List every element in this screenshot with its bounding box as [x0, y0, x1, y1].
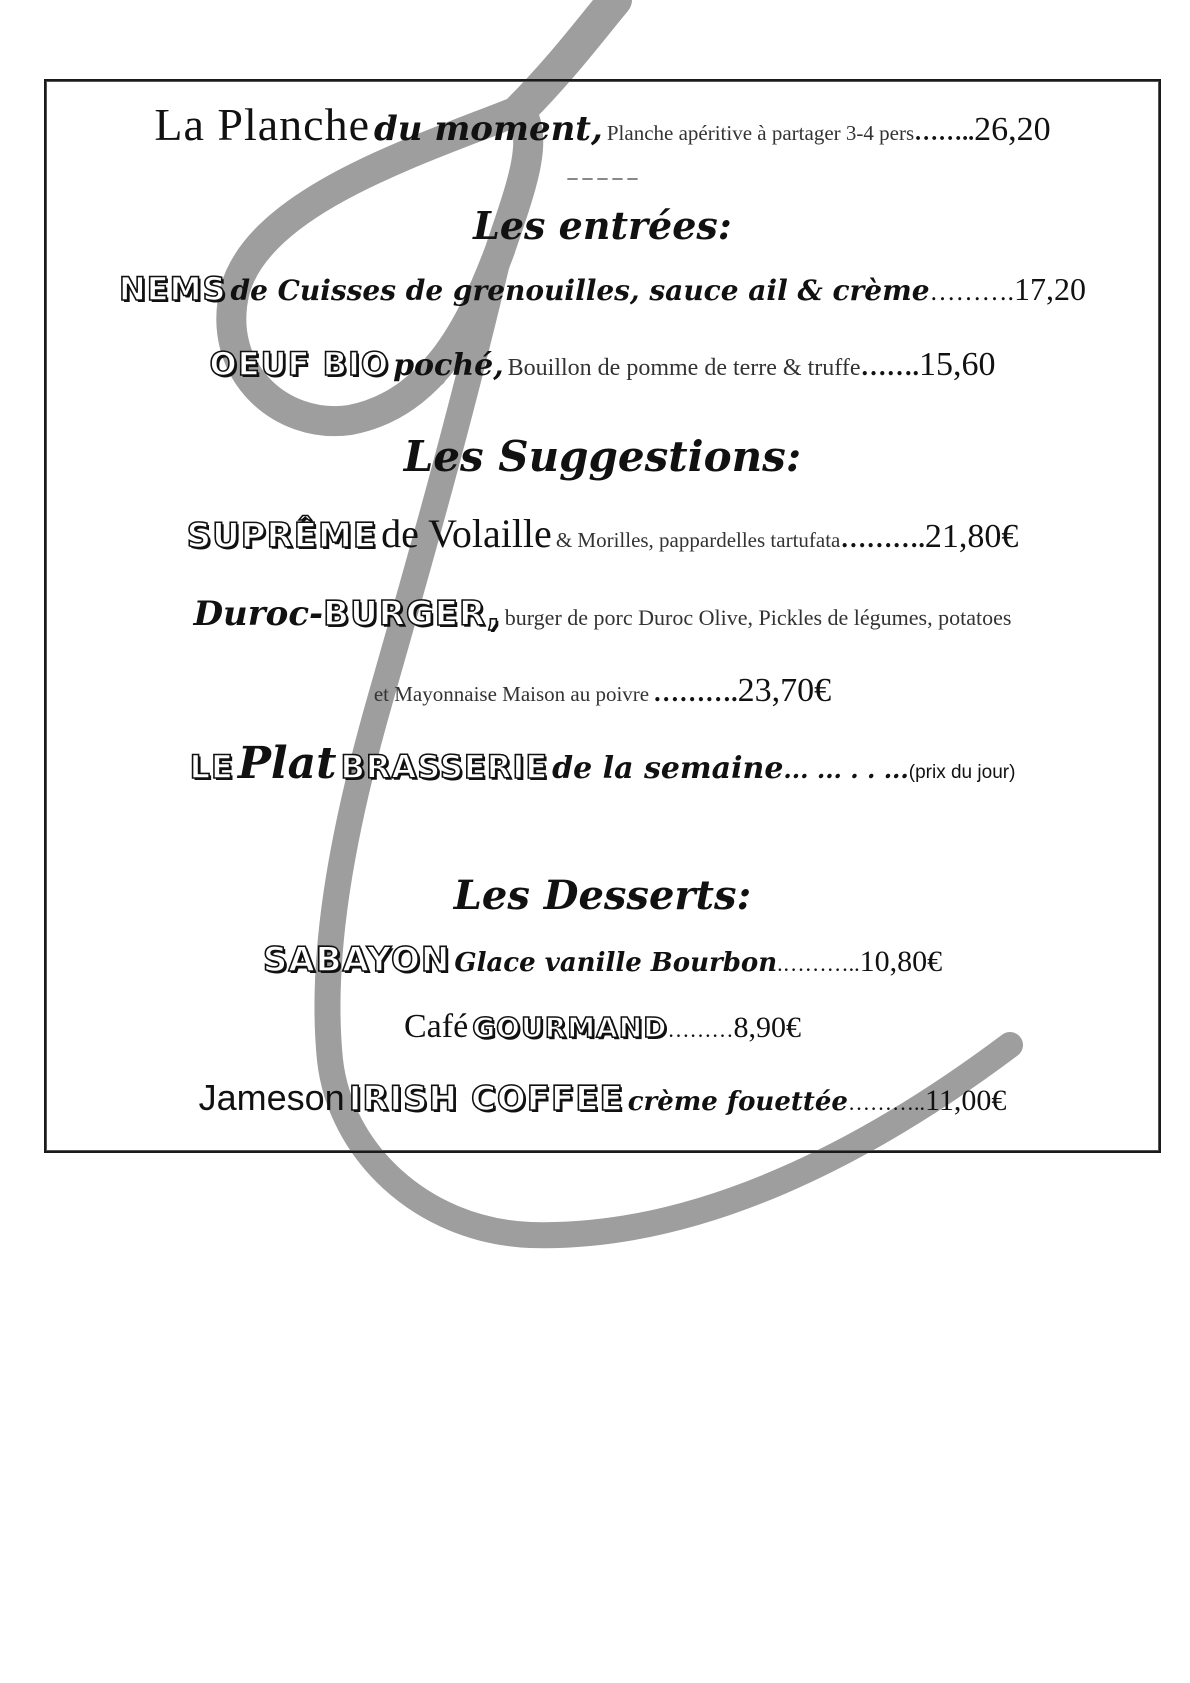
- burger-name: BURGER,: [323, 594, 501, 634]
- suggestion-mid: de Volaille: [381, 511, 552, 556]
- entree-item-oeuf: [44, 345, 1161, 384]
- plat-suffix: de la semaine: [552, 751, 784, 786]
- separator: _ _ _ _ _: [567, 160, 638, 182]
- planche-title-italic: du moment,: [374, 109, 603, 149]
- entree-desc: Bouillon de pomme de terre & truffe: [507, 355, 861, 381]
- planche-dots: ……..: [914, 120, 975, 146]
- dessert-desc: crème fouettée: [627, 1087, 848, 1117]
- dessert-item-sabayon: [44, 940, 1161, 980]
- suggestion-price: 21,80€: [924, 518, 1019, 555]
- desserts-heading: Les Desserts:: [453, 872, 752, 919]
- dessert-dots: ………: [667, 1017, 734, 1042]
- suggestions-heading: Les Suggestions:: [403, 432, 802, 481]
- burger-price: 23,70€: [737, 672, 832, 709]
- dessert-dots: ………..: [847, 1090, 925, 1115]
- suggestion-dots: ……….: [840, 524, 925, 553]
- entrees-heading: Les entrées:: [473, 203, 732, 248]
- dessert-name: GOURMAND: [472, 1011, 668, 1044]
- plat-word: Plat: [237, 738, 337, 789]
- suggestion-item-plat: [44, 738, 1161, 789]
- dessert-prefix: Jameson: [198, 1077, 345, 1118]
- entree-desc: de Cuisses de grenouilles, sauce ail & crème: [230, 274, 930, 307]
- burger-prefix: Duroc-: [193, 594, 324, 634]
- dessert-price: 11,00€: [924, 1084, 1007, 1117]
- entree-italic: poché,: [393, 348, 504, 383]
- plat-le: LE: [189, 748, 234, 786]
- planche-line: [44, 98, 1161, 151]
- dessert-item-cafe: [44, 1008, 1161, 1046]
- planche-desc: Planche apéritive à partager 3-4 pers: [606, 121, 915, 145]
- suggestion-item-burger: [44, 594, 1161, 634]
- plat-brasserie: BRASSERIE: [340, 748, 549, 786]
- planche-title: La Planche: [154, 99, 370, 150]
- entree-price: 17,20: [1014, 271, 1087, 307]
- burger-line2: [44, 672, 1161, 710]
- dessert-item-irish: [44, 1077, 1161, 1119]
- entree-name: OEUF BIO: [209, 345, 390, 383]
- suggestion-name: SUPRÊME: [186, 516, 378, 556]
- entree-price: 15,60: [918, 346, 996, 383]
- burger-desc-line1: burger de porc Duroc Olive, Pickles de légumes, potatoes: [504, 605, 1012, 630]
- planche-price: 26,20: [974, 111, 1051, 148]
- suggestion-desc: & Morilles, pappardelles tartufata: [555, 528, 841, 552]
- dessert-name: SABAYON: [262, 940, 451, 980]
- burger-dots: ……….: [653, 678, 738, 707]
- plat-price: (prix du jour): [908, 762, 1016, 783]
- entree-item-nems: [44, 270, 1161, 308]
- plat-dots: ... ... . . ...: [783, 755, 909, 784]
- dessert-dots: .………..: [777, 951, 860, 976]
- dessert-price: 8,90€: [733, 1011, 801, 1044]
- dessert-prefix: Café: [404, 1008, 469, 1045]
- entree-name: NEMS: [118, 270, 227, 308]
- dessert-desc: Glace vanille Bourbon: [454, 948, 778, 978]
- entree-dots: ……….: [929, 277, 1015, 306]
- burger-desc-line2: et Mayonnaise Maison au poivre: [373, 682, 650, 706]
- entree-dots: …….: [860, 352, 919, 381]
- dessert-name: IRISH COFFEE: [348, 1079, 624, 1119]
- dessert-price: 10,80€: [859, 945, 943, 978]
- suggestion-item-supreme: [44, 510, 1161, 557]
